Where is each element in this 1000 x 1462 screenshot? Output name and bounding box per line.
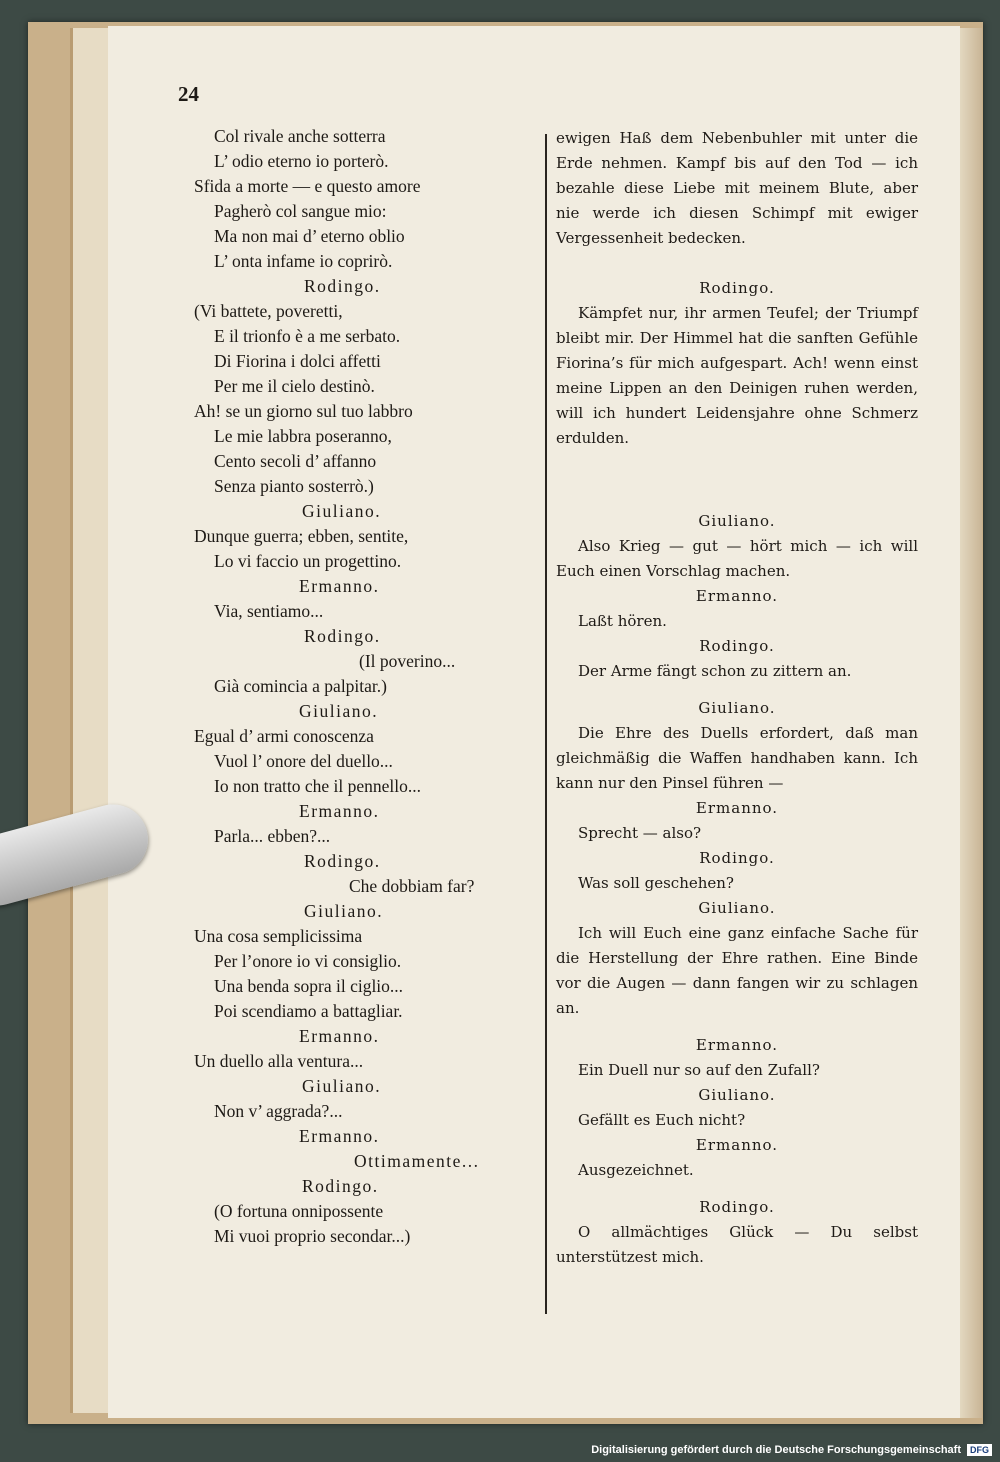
german-speaker: Giuliano.: [698, 1086, 776, 1104]
german-speaker: Giuliano.: [698, 699, 776, 717]
german-paragraph: Ich will Euch eine ganz einfache Sache für die Herstellung der Ehre rathen. Eine Binde vor die Augen — dann fangen wir zu schlagen an.: [556, 924, 918, 1017]
page-edge: [960, 28, 982, 1418]
german-speaker: Rodingo.: [699, 1198, 775, 1216]
italian-line: Col rivale anche sotterra: [214, 126, 386, 146]
italian-line: Rodingo.: [302, 1176, 379, 1196]
italian-line: Giuliano.: [302, 1076, 382, 1096]
italian-line: Per l’onore io vi consiglio.: [214, 951, 402, 971]
italian-column: [194, 124, 524, 1249]
italian-line: Io non tratto che il pennello...: [214, 776, 422, 796]
german-paragraph: Also Krieg — gut — hört mich — ich will Euch einen Vorschlag machen.: [556, 537, 918, 580]
german-paragraph: Kämpfet nur, ihr armen Teufel; der Triumpf bleibt mir. Der Himmel hat die sanften Gefühle Fiorina’s für mich aufgespart. Ach! wenn einst meine Lippen an den Deinigen ruhen werden, will ich hundert Leidensjahre ohne Schmerz erdulden.: [556, 304, 918, 447]
german-paragraph: Was soll geschehen?: [578, 874, 734, 892]
italian-line: Già comincia a palpitar.): [214, 676, 387, 696]
italian-line: L’ onta infame io coprirò.: [214, 251, 393, 271]
italian-line: Dunque guerra; ebben, sentite,: [194, 526, 409, 546]
italian-line: Vuol l’ onore del duello...: [214, 751, 393, 771]
italian-line: Egual d’ armi conoscenza: [194, 726, 374, 746]
german-paragraph: Laßt hören.: [578, 612, 667, 630]
italian-line: Mi vuoi proprio secondar...): [214, 1226, 411, 1246]
german-paragraph: Ausgezeichnet.: [578, 1161, 694, 1179]
german-paragraph: Gefällt es Euch nicht?: [578, 1111, 746, 1129]
italian-line: Lo vi faccio un progettino.: [214, 551, 402, 571]
italian-line: Rodingo.: [304, 851, 381, 871]
italian-line: Ottimamente...: [354, 1151, 480, 1171]
italian-line: Per me il cielo destinò.: [214, 376, 375, 396]
german-column: [556, 126, 918, 1270]
italian-line: E il trionfo è a me serbato.: [214, 326, 401, 346]
german-paragraph: O allmächtiges Glück — Du selbst unterstützest mich.: [556, 1223, 918, 1266]
german-speaker: Ermanno.: [695, 799, 779, 817]
italian-line: Poi scendiamo a battagliar.: [214, 1001, 403, 1021]
german-speaker: Rodingo.: [699, 279, 775, 297]
italian-line: Pagherò col sangue mio:: [214, 201, 387, 221]
italian-line: Un duello alla ventura...: [194, 1051, 364, 1071]
italian-line: Sfida a morte — e questo amore: [194, 176, 421, 196]
german-speaker: Ermanno.: [695, 1136, 779, 1154]
page-number: 24: [178, 82, 199, 106]
italian-line: Ermanno.: [299, 1126, 380, 1146]
italian-line: (O fortuna onnipossente: [214, 1201, 384, 1221]
german-paragraph: Ein Duell nur so auf den Zufall?: [578, 1061, 820, 1079]
german-paragraph: Die Ehre des Duells erfordert, daß man gleichmäßig die Waffen handhaben kann. Ich kann nur den Pinsel führen —: [556, 724, 918, 792]
italian-line: Ermanno.: [299, 1026, 380, 1046]
italian-line: Una benda sopra il ciglio...: [214, 976, 404, 996]
page-stack: [70, 28, 113, 1413]
italian-line: Ma non mai d’ eterno oblio: [214, 226, 405, 246]
italian-line: Rodingo.: [304, 276, 381, 296]
german-speaker: Ermanno.: [695, 1036, 779, 1054]
german-speaker: Giuliano.: [698, 512, 776, 530]
column-divider: [545, 134, 547, 1314]
german-paragraph: Sprecht — also?: [578, 824, 702, 842]
italian-line: Ah! se un giorno sul tuo labbro: [194, 401, 413, 421]
german-paragraph: Der Arme fängt schon zu zittern an.: [578, 662, 852, 680]
german-paragraph: ewigen Haß dem Nebenbuhler mit unter die Erde nehmen. Kampf bis auf den Tod — ich bezahle diese Liebe mit meinem Blute, aber nie werde ich diesen Schimpf mit ewiger Vergessenheit bedecken.: [556, 129, 918, 247]
italian-line: Rodingo.: [304, 626, 381, 646]
italian-line: Ermanno.: [299, 801, 380, 821]
italian-line: Non v’ aggrada?...: [214, 1101, 343, 1121]
footer-credit: [591, 1444, 992, 1456]
italian-line: Giuliano.: [299, 701, 379, 721]
italian-line: Che dobbiam far?: [349, 876, 475, 896]
italian-line: L’ odio eterno io porterò.: [214, 151, 389, 171]
german-speaker: Rodingo.: [699, 637, 775, 655]
italian-line: Ermanno.: [299, 576, 380, 596]
german-speaker: Giuliano.: [698, 899, 776, 917]
german-speaker: Ermanno.: [695, 587, 779, 605]
italian-line: Senza pianto sosterrò.): [214, 476, 374, 496]
italian-line: (Vi battete, poveretti,: [194, 301, 343, 321]
italian-line: Cento secoli d’ affanno: [214, 451, 377, 471]
book-page: [108, 26, 960, 1418]
footer-text: Digitalisierung gefördert durch die Deutsche Forschungsgemeinschaft: [591, 1444, 961, 1456]
german-speaker: Rodingo.: [699, 849, 775, 867]
italian-line: Parla... ebben?...: [214, 826, 331, 846]
italian-line: Di Fiorina i dolci affetti: [214, 351, 381, 371]
italian-line: Giuliano.: [302, 501, 382, 521]
dfg-logo: DFG: [967, 1444, 992, 1456]
italian-line: Le mie labbra poseranno,: [214, 426, 392, 446]
italian-line: Giuliano.: [304, 901, 384, 921]
italian-line: (Il poverino...: [359, 651, 456, 671]
italian-line: Una cosa semplicissima: [194, 926, 363, 946]
italian-line: Via, sentiamo...: [214, 601, 324, 621]
